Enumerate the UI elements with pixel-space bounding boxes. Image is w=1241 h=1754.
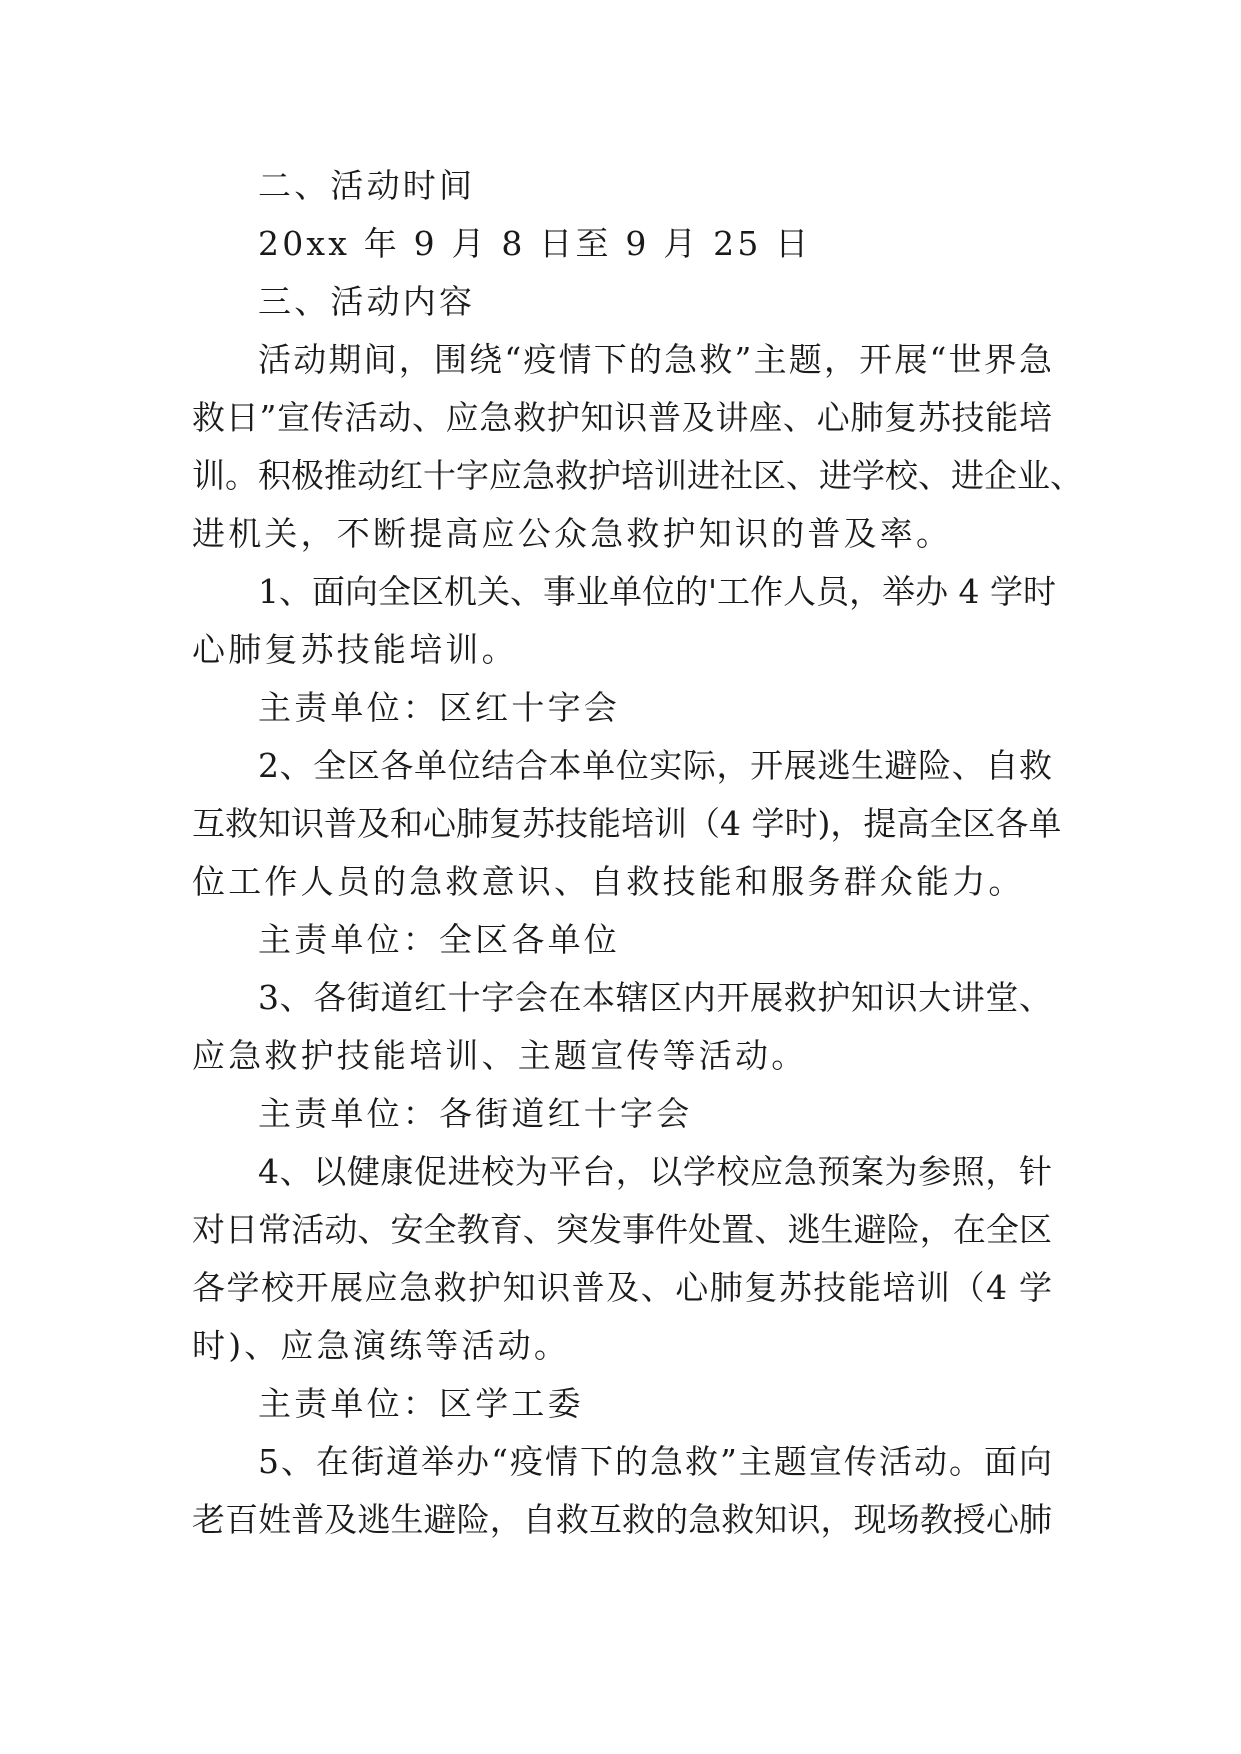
intro-paragraph-line: 救日”宣传活动、应急救护知识普及讲座、心肺复苏技能培 xyxy=(192,398,1052,437)
item-1-responsible-unit: 主责单位：区红十字会 xyxy=(258,688,620,727)
intro-paragraph-line: 进机关，不断提高应公众急救护知识的普及率。 xyxy=(192,514,953,553)
item-2-line: 互救知识普及和心肺复苏技能培训（4 学时)，提高全区各单 xyxy=(192,804,1062,843)
item-4-line: 时)、应急演练等活动。 xyxy=(192,1326,571,1365)
intro-paragraph-line: 活动期间，围绕“疫情下的急救”主题，开展“世界急 xyxy=(258,340,1052,379)
item-5-line: 5、在街道举办“疫情下的急救”主题宣传活动。面向 xyxy=(258,1442,1052,1481)
item-1-line: 1、面向全区机关、事业单位的'工作人员，举办 4 学时 xyxy=(258,572,1057,611)
item-4-line: 各学校开展应急救护知识普及、心肺复苏技能培训（4 学 xyxy=(192,1268,1052,1307)
heading-activity-time: 二、活动时间 xyxy=(258,166,476,205)
item-4-responsible-unit: 主责单位：区学工委 xyxy=(258,1384,584,1423)
item-4-line: 4、以健康促进校为平台，以学校应急预案为参照，针 xyxy=(258,1152,1052,1191)
item-2-responsible-unit: 主责单位：全区各单位 xyxy=(258,920,620,959)
item-1-line: 心肺复苏技能培训。 xyxy=(192,630,518,669)
item-5-line: 老百姓普及逃生避险，自救互救的急救知识，现场教授心肺 xyxy=(192,1500,1052,1539)
item-2-line: 位工作人员的急救意识、自救技能和服务群众能力。 xyxy=(192,862,1025,901)
activity-date-range: 20xx 年 9 月 8 日至 9 月 25 日 xyxy=(258,224,812,263)
intro-paragraph-line: 训。积极推动红十字应急救护培训进社区、进学校、进企业、 xyxy=(192,456,1083,495)
item-3-responsible-unit: 主责单位：各街道红十字会 xyxy=(258,1094,693,1133)
item-4-line: 对日常活动、安全教育、突发事件处置、逃生避险，在全区 xyxy=(192,1210,1052,1249)
item-3-line: 应急救护技能培训、主题宣传等活动。 xyxy=(192,1036,808,1075)
item-2-line: 2、全区各单位结合本单位实际，开展逃生避险、自救 xyxy=(258,746,1052,785)
item-3-line: 3、各街道红十字会在本辖区内开展救护知识大讲堂、 xyxy=(258,978,1052,1017)
heading-activity-content: 三、活动内容 xyxy=(258,282,476,321)
